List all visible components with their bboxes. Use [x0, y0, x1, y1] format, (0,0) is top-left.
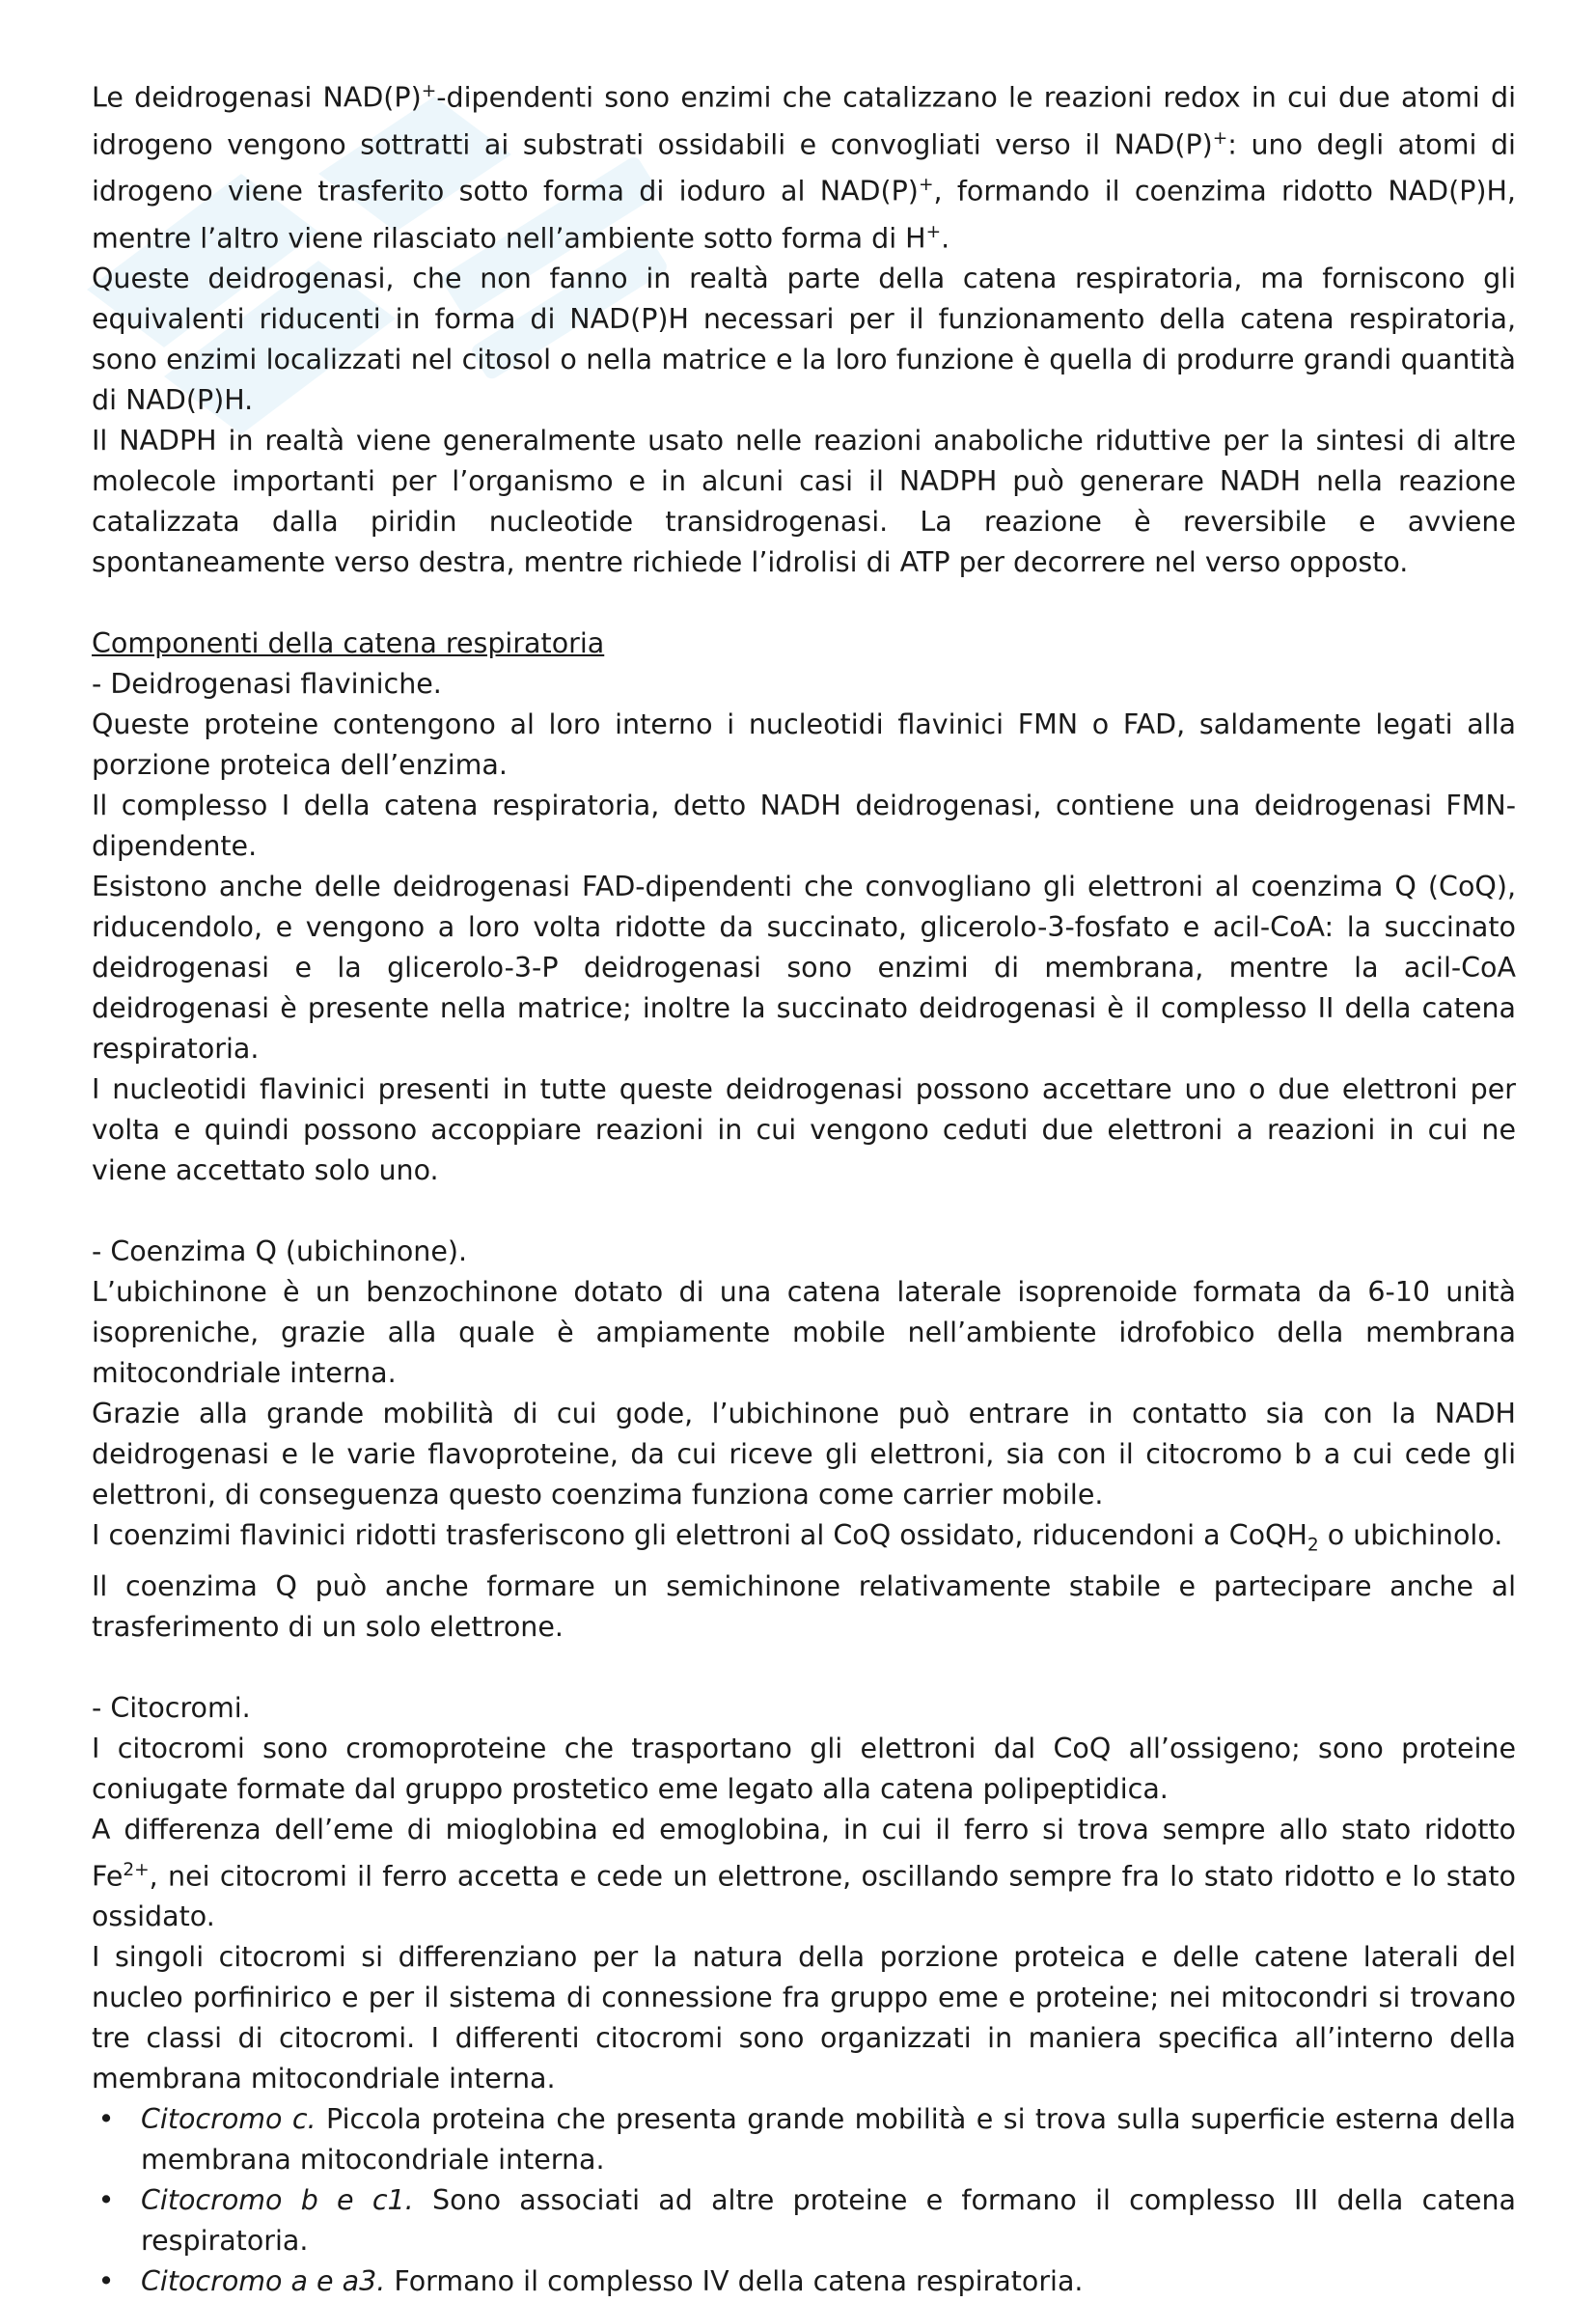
list-item: • Citocromo a e a3. Formano il complesso IV della catena respiratoria.	[92, 2261, 1516, 2302]
list-item: • Citocromo c. Piccola proteina che presenta grande mobilità e si trova sulla superficie esterna della membrana mitocondriale interna.	[92, 2099, 1516, 2180]
flavin-paragraph-3: Esistono anche delle deidrogenasi FAD-dipendenti che convogliano gli elettroni al coenzima Q (CoQ), riducendolo, e vengono a loro volta ridotte da succinato, glicerolo-3-fosfato e acil-CoA: la succinato deidrogenasi e la glicerolo-3-P deidrogenasi sono enzimi di membrana, mentre la acil-CoA deidrogenasi è presente nella matrice; inoltre la succinato deidrogenasi è il complesso II della catena respiratoria.	[92, 871, 1516, 1065]
cyto-title: - Citocromi.	[92, 1691, 251, 1724]
coq-paragraph-1: L’ubichinone è un benzochinone dotato di una catena laterale isoprenoide formata da 6-10 unità isopreniche, grazie alla quale è ampiamente mobile nell’ambiente idrofobico della membrana mitocondriale interna.	[92, 1276, 1516, 1389]
document-page	[92, 71, 1516, 2302]
intro-paragraph-2: Queste deidrogenasi, che non fanno in realtà parte della catena respiratoria, ma forniscono gli equivalenti riducenti in forma di NAD(P)H necessari per il funzionamento della catena respiratoria, sono enzimi localizzati nel citosol o nella matrice e la loro funzione è quella di produrre grandi quantità di NAD(P)H.	[92, 263, 1516, 416]
intro-paragraph-1: Le deidrogenasi NAD(P)+-dipendenti sono enzimi che catalizzano le reazioni redox in cui due atomi di idrogeno vengono sottratti ai substrati ossidabili e convogliati verso il NAD(P)+: uno degli atomi di idrogeno viene trasferito sotto forma di ioduro al NAD(P)+, formando il coenzima ridotto NAD(P)H, mentre l’altro viene rilasciato nell’ambiente sotto forma di H+.	[92, 81, 1516, 254]
flavin-paragraph-2: Il complesso I della catena respiratoria, detto NADH deidrogenasi, contiene una deidrogenasi FMN-dipendente.	[92, 790, 1516, 862]
section-heading: Componenti della catena respiratoria	[92, 627, 605, 659]
flavin-title: - Deidrogenasi flaviniche.	[92, 668, 442, 700]
list-item: • Citocromo b e c1. Sono associati ad altre proteine e formano il complesso III della catena respiratoria.	[92, 2180, 1516, 2261]
cyto-paragraph-3: I singoli citocromi si differenziano per la natura della porzione proteica e delle catene laterali del nucleo porfinirico e per il sistema di connessione fra gruppo eme e proteine; nei mitocondri si trovano tre classi di citocromi. I differenti citocromi sono organizzati in maniera specifica all’interno della membrana mitocondriale interna.	[92, 1941, 1516, 2095]
bullet-icon: •	[97, 2184, 115, 2217]
bullet-icon: •	[97, 2265, 115, 2298]
coq-title: - Coenzima Q (ubichinone).	[92, 1235, 468, 1267]
coq-paragraph-3: I coenzimi flavinici ridotti trasferiscono gli elettroni al CoQ ossidato, riducendoni a CoQH$_2$ o ubichinolo.	[92, 1519, 1503, 1556]
cyto-paragraph-2: A differenza dell’eme di mioglobina ed emoglobina, in cui il ferro si trova sempre allo stato ridotto $Fe^{2+}$, nei citocromi il ferro accetta e cede un elettrone, oscillando sempre fra lo stato ridotto e lo stato ossidato.	[92, 1813, 1516, 1933]
coq-paragraph-4: Il coenzima Q può anche formare un semichinone relativamente stabile e partecipare anche al trasferimento di un solo elettrone.	[92, 1569, 1516, 1643]
cytochrome-list	[92, 2099, 1516, 2302]
coq-paragraph-2: Grazie alla grande mobilità di cui gode, l’ubichinone può entrare in contatto sia con la NADH deidrogenasi e le varie flavoproteine, da cui riceve gli elettroni, sia con il citocromo b a cui cede gli elettroni, di conseguenza questo coenzima funziona come carrier mobile.	[92, 1398, 1516, 1511]
bullet-icon: •	[97, 2103, 115, 2136]
cyto-paragraph-1: I citocromi sono cromoproteine che trasportano gli elettroni dal CoQ all’ossigeno; sono proteine coniugate formate dal gruppo prostetico eme legato alla catena polipeptidica.	[92, 1732, 1516, 1805]
flavin-paragraph-4: I nucleotidi flavinici presenti in tutte queste deidrogenasi possono accettare uno o due elettroni per volta e quindi possono accoppiare reazioni in cui vengono ceduti due elettroni a reazioni in cui ne viene accettato solo uno.	[92, 1073, 1516, 1186]
flavin-paragraph-1: Queste proteine contengono al loro interno i nucleotidi flavinici FMN o FAD, saldamente legati alla porzione proteica dell’enzima.	[92, 708, 1516, 781]
intro-paragraph-3: Il NADPH in realtà viene generalmente usato nelle reazioni anaboliche riduttive per la sintesi di altre molecole importanti per l’organismo e in alcuni casi il NADPH può generare NADH nella reazione catalizzata dalla piridin nucleotide transidrogenasi. La reazione è reversibile e avviene spontaneamente verso destra, mentre richiede l’idrolisi di ATP per decorrere nel verso opposto.	[92, 425, 1516, 578]
